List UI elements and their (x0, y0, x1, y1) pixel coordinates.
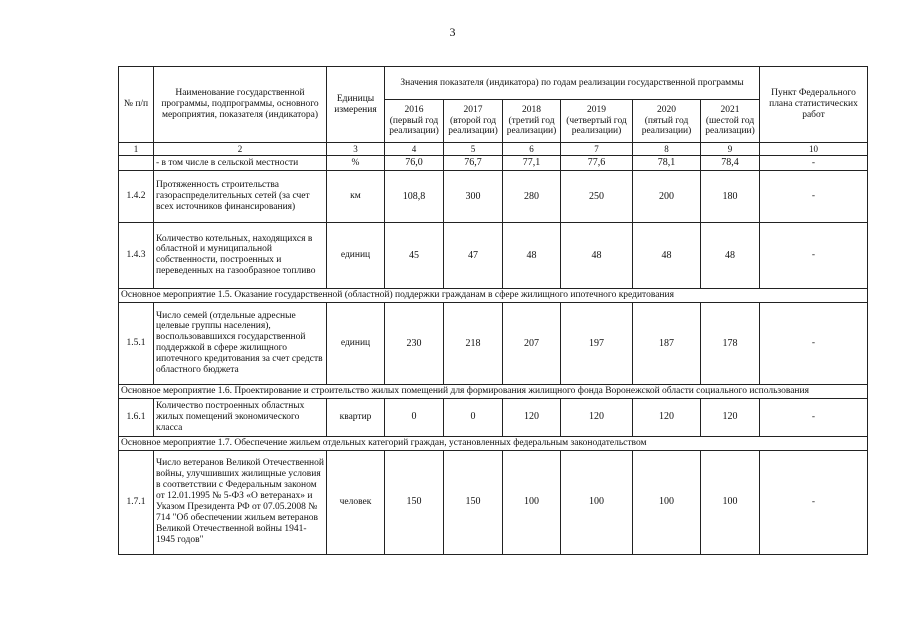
header-row (119, 67, 868, 100)
row-plan: - (760, 156, 868, 171)
column-number: 10 (760, 143, 868, 156)
section-row (119, 436, 868, 450)
row-value: 230 (385, 302, 444, 384)
row-unit: км (327, 170, 385, 222)
row-value: 77,6 (561, 156, 633, 171)
row-name: Количество построенных областных жилых помещений экономического класса (154, 398, 327, 436)
table-row (119, 450, 868, 554)
row-value: 150 (385, 450, 444, 554)
row-num: 1.4.3 (119, 222, 154, 288)
row-unit: квартир (327, 398, 385, 436)
column-number: 5 (444, 143, 503, 156)
row-name: Количество котельных, находящихся в областной и муниципальной собственности, построенных и переведенных на газообразное топливо (154, 222, 327, 288)
column-number: 4 (385, 143, 444, 156)
row-value: 47 (444, 222, 503, 288)
table-row (119, 302, 868, 384)
column-number: 6 (503, 143, 561, 156)
row-value: 77,1 (503, 156, 561, 171)
indicators-table (118, 66, 868, 555)
column-numbers-row (119, 143, 868, 156)
header-unit: Единицы измерения (327, 67, 385, 143)
section-title: Основное мероприятие 1.7. Обеспечение жильем отдельных категорий граждан, установленных федеральным законодательством (119, 436, 868, 450)
row-value: 48 (633, 222, 701, 288)
year-header: 2018 (третий год реализации) (503, 100, 561, 143)
section-title: Основное мероприятие 1.5. Оказание государственной (областной) поддержки гражданам в сфере жилищного ипотечного кредитования (119, 288, 868, 302)
row-value: 100 (633, 450, 701, 554)
row-plan: - (760, 222, 868, 288)
column-number: 3 (327, 143, 385, 156)
row-plan: - (760, 398, 868, 436)
row-value: 280 (503, 170, 561, 222)
row-plan: - (760, 170, 868, 222)
row-num (119, 156, 154, 171)
year-header: 2016 (первый год реализации) (385, 100, 444, 143)
page-number: 3 (449, 25, 456, 39)
row-value: 250 (561, 170, 633, 222)
column-number: 8 (633, 143, 701, 156)
row-unit: единиц (327, 222, 385, 288)
row-value: 300 (444, 170, 503, 222)
row-value: 100 (701, 450, 760, 554)
row-value: 150 (444, 450, 503, 554)
row-value: 78,4 (701, 156, 760, 171)
column-number: 1 (119, 143, 154, 156)
row-value: 0 (444, 398, 503, 436)
row-value: 207 (503, 302, 561, 384)
row-unit: единиц (327, 302, 385, 384)
row-value: 78,1 (633, 156, 701, 171)
row-value: 48 (701, 222, 760, 288)
row-num: 1.7.1 (119, 450, 154, 554)
row-name: Число семей (отдельные адресные целевые группы населения), воспользовавшихся государственной поддержкой в сфере жилищного ипотечного кредитования за счет средств областного бюджета (154, 302, 327, 384)
table-row (119, 398, 868, 436)
column-number: 7 (561, 143, 633, 156)
year-header: 2021 (шестой год реализации) (701, 100, 760, 143)
section-title: Основное мероприятие 1.6. Проектирование и строительство жилых помещений для формирования жилищного фонда Воронежской области социального использования (119, 384, 868, 398)
header-plan: Пункт Федерального плана статистических работ (760, 67, 868, 143)
row-value: 178 (701, 302, 760, 384)
header-num: № п/п (119, 67, 154, 143)
header-name: Наименование государственной программы, подпрограммы, основного мероприятия, показателя (индикатора) (154, 67, 327, 143)
row-value: 108,8 (385, 170, 444, 222)
row-name: Число ветеранов Великой Отечественной войны, улучшивших жилищные условия в соответствии с Федеральным законом от 12.01.1995 № 5-ФЗ «О ветеранах» и Указом Президента РФ от 07.05.2008 № 714 "Об обеспечении жильем ветеранов Великой Отечественной войны 1941-1945 годов" (154, 450, 327, 554)
section-row (119, 288, 868, 302)
section-row (119, 384, 868, 398)
row-num: 1.4.2 (119, 170, 154, 222)
row-unit: человек (327, 450, 385, 554)
row-name: - в том числе в сельской местности (154, 156, 327, 171)
row-value: 100 (503, 450, 561, 554)
row-value: 76,0 (385, 156, 444, 171)
header-values: Значения показателя (индикатора) по годам реализации государственной программы (385, 67, 760, 100)
row-plan: - (760, 450, 868, 554)
row-value: 120 (561, 398, 633, 436)
row-value: 48 (561, 222, 633, 288)
year-header: 2020 (пятый год реализации) (633, 100, 701, 143)
row-value: 45 (385, 222, 444, 288)
year-header: 2017 (второй год реализации) (444, 100, 503, 143)
row-unit: % (327, 156, 385, 171)
row-value: 120 (633, 398, 701, 436)
row-value: 120 (503, 398, 561, 436)
year-header: 2019 (четвертый год реализации) (561, 100, 633, 143)
row-plan: - (760, 302, 868, 384)
row-value: 197 (561, 302, 633, 384)
row-value: 76,7 (444, 156, 503, 171)
row-value: 0 (385, 398, 444, 436)
table-row (119, 222, 868, 288)
row-value: 48 (503, 222, 561, 288)
row-value: 200 (633, 170, 701, 222)
row-value: 218 (444, 302, 503, 384)
row-name: Протяженность строительства газораспределительных сетей (за счет всех источников финансирования) (154, 170, 327, 222)
row-value: 187 (633, 302, 701, 384)
column-number: 2 (154, 143, 327, 156)
row-value: 100 (561, 450, 633, 554)
row-num: 1.6.1 (119, 398, 154, 436)
table-row (119, 170, 868, 222)
row-value: 180 (701, 170, 760, 222)
row-value: 120 (701, 398, 760, 436)
column-number: 9 (701, 143, 760, 156)
table-row (119, 156, 868, 171)
row-num: 1.5.1 (119, 302, 154, 384)
